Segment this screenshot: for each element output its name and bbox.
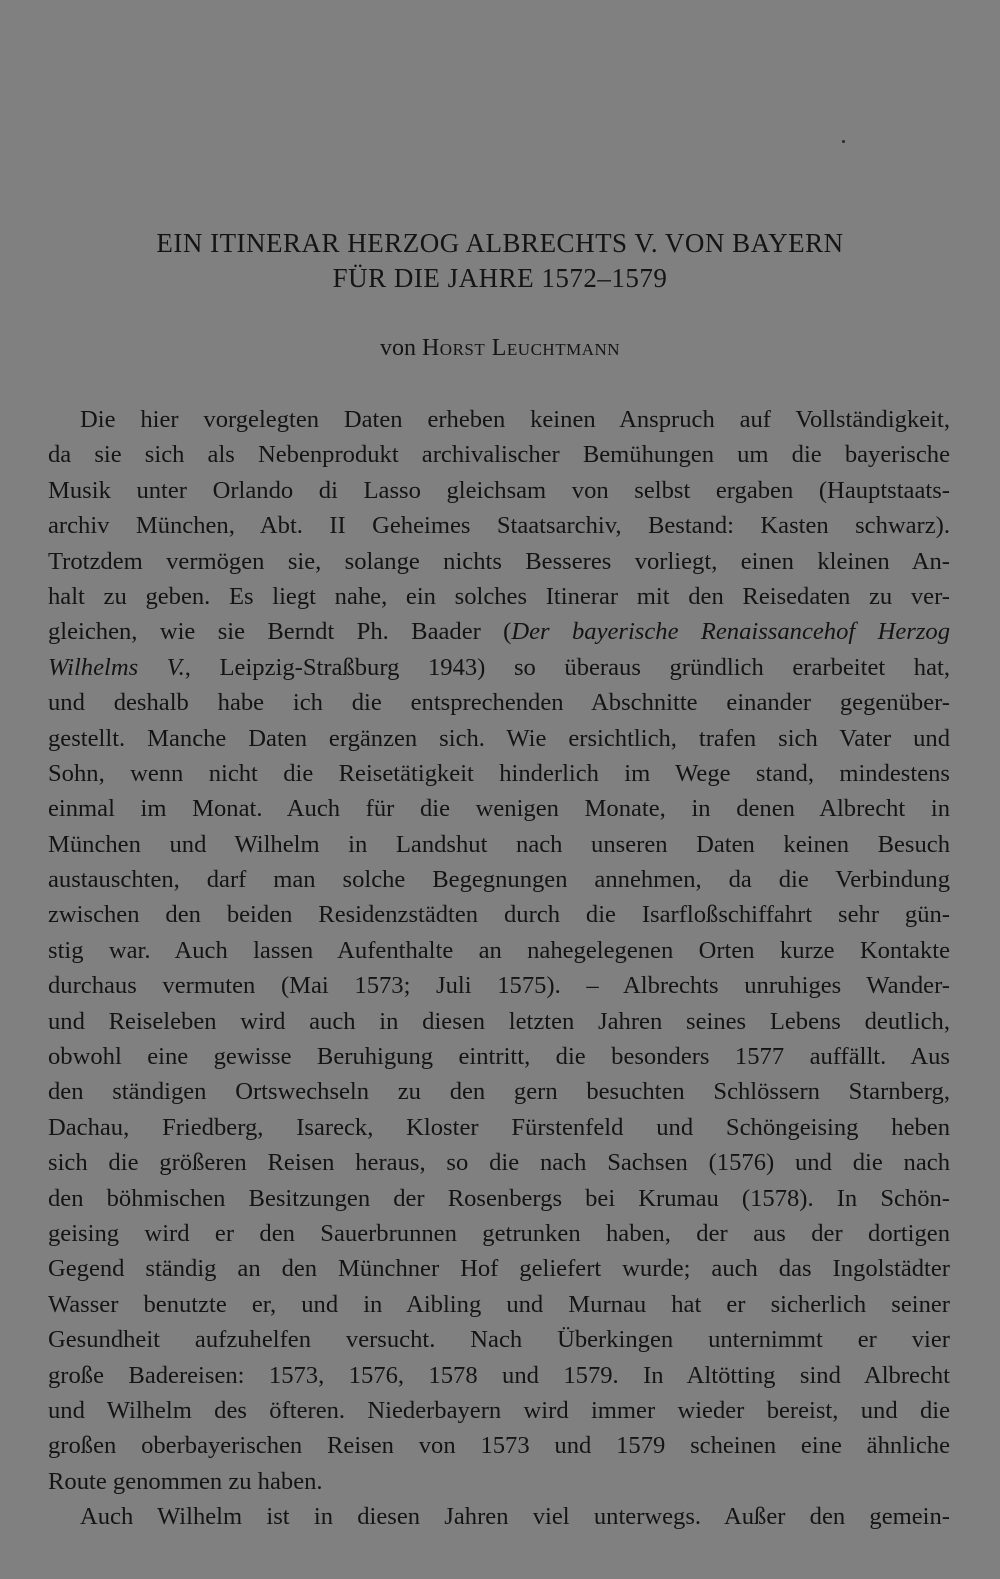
body-line-27: Gesundheit aufzuhelfen versucht. Nach Überkingen unternimmt er vier [48,1326,950,1354]
body-line-23: den böhmischen Besitzungen der Rosenbergs bei Krumau (1578). In Schön- [48,1184,950,1212]
body-line-22: sich die größeren Reisen heraus, so die nach Sachsen (1576) und die nach [48,1149,950,1177]
body-line-10: gestellt. Manche Daten ergänzen sich. Wie ersichtlich, trafen sich Vater und [48,724,950,752]
scan-speck [842,140,845,143]
body-line-28: große Badereisen: 1573, 1576, 1578 und 1579. In Altötting sind Albrecht [48,1361,950,1389]
body-line-14: austauschten, darf man solche Begegnungen annehmen, da die Verbindung [48,866,950,894]
cited-book-title: Der bayerische Renaissancehof Herzog [511,618,950,646]
body-line-30: großen oberbayerischen Reisen von 1573 und 1579 scheinen eine ähnliche [48,1432,950,1460]
body-line-26: Wasser benutzte er, und in Aibling und Murnau hat er sicherlich seiner [48,1290,950,1318]
body-line-17: durchaus vermuten (Mai 1573; Juli 1575). – Albrechts unruhiges Wander- [48,972,950,1000]
body-line-3: Musik unter Orlando di Lasso gleichsam von selbst ergaben (Hauptstaats- [48,476,950,504]
body-line-1: Die hier vorgelegten Daten erheben keinen Anspruch auf Vollständigkeit, [80,406,950,433]
article-title-line-2: FÜR DIE JAHRE 1572–1579 [332,263,668,293]
body-line-13: München und Wilhelm in Landshut nach unseren Daten keinen Besuch [48,830,950,858]
author-name: Horst Leuchtmann [421,335,621,361]
body-line-4: archiv München, Abt. II Geheimes Staatsarchiv, Bestand: Kasten schwarz). [48,512,950,540]
body-line-21: Dachau, Friedberg, Isareck, Kloster Fürstenfeld und Schöngeising heben [48,1113,950,1141]
byline-prefix: von [379,335,416,361]
body-line-7-start: gleichen, wie sie Berndt Ph. Baader ( [48,618,512,646]
body-line-15: zwischen den beiden Residenzstädten durch die Isarfloßschiffahrt sehr gün- [48,901,950,929]
body-line-29: und Wilhelm des öfteren. Niederbayern wird immer wieder bereist, und die [48,1396,950,1424]
body-line-8 [48,650,950,685]
body-line-32: Auch Wilhelm ist in diesen Jahren viel unterwegs. Außer den gemein- [80,1503,950,1531]
body-line-6: halt zu geben. Es liegt nahe, ein solches Itinerar mit den Reisedaten zu ver- [48,582,950,610]
cited-book-title-end: Wilhelms V. [48,653,185,681]
article-title-line-1: EIN ITINERAR HERZOG ALBRECHTS V. VON BAYERN [156,228,844,258]
body-line-16: stig war. Auch lassen Aufenthalte an nahegelegenen Orten kurze Kontakte [48,936,950,964]
body-line-24: geising wird er den Sauerbrunnen getrunken haben, der aus der dortigen [48,1219,950,1247]
body-line-25: Gegend ständig an den Münchner Hof geliefert wurde; auch das Ingolstädter [48,1255,950,1283]
body-text [48,402,950,1535]
body-line-2: da sie sich als Nebenprodukt archivalischer Bemühungen um die bayerische [48,441,950,469]
byline [0,333,1000,363]
body-line-5: Trotzdem vermögen sie, solange nichts Besseres vorliegt, einen kleinen An- [48,547,950,575]
body-line-19: obwohl eine gewisse Beruhigung eintritt, die besonders 1577 auffällt. Aus [48,1043,950,1071]
body-line-11: Sohn, wenn nicht die Reisetätigkeit hinderlich im Wege stand, mindestens [48,759,950,787]
body-line-7 [48,614,950,649]
body-line-8-rest: , Leipzig-Straßburg 1943) so überaus gründlich erarbeitet hat, [184,653,950,681]
body-line-9: und deshalb habe ich die entsprechenden Abschnitte einander gegenüber- [48,689,950,717]
body-line-12: einmal im Monat. Auch für die wenigen Monate, in denen Albrecht in [48,795,950,823]
body-line-18: und Reiseleben wird auch in diesen letzten Jahren seines Lebens deutlich, [48,1007,950,1035]
body-line-31: Route genommen zu haben. [48,1467,323,1495]
body-line-20: den ständigen Ortswechseln zu den gern besuchten Schlössern Starnberg, [48,1078,950,1106]
